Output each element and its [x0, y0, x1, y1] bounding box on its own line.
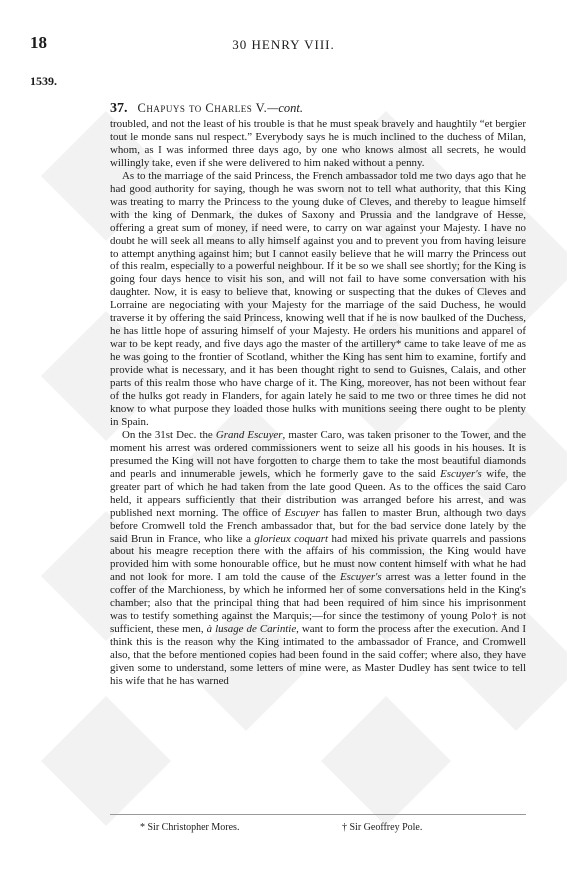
footnote: * Sir Christopher Mores.	[140, 822, 240, 833]
page-number: 18	[30, 33, 47, 52]
paragraph: On the 31st Dec. the Grand Escuyer, master Caro, was taken prisoner to the Tower, and the moment his arrest was ordered commissioners went to seize all his goods in his houses. It is presumed the King will not have forgotten to charge them to take the most beautiful diamonds and pearls and innumerable jewels, which he formerly gave to the said Escuyer's wife, the greater part of which he had taken from the late good Queen. As to the offices the said Caro held, it appears sufficiently that their distribution was arranged before his arrest, and was published next morning. The office of Escuyer has fallen to master Brun, although two days before Cromwell told the French ambassador that, but for the bad service done lately by the said Brun in France, who like a glorieux coquart had mixed his private quarrels and passions about his meagre reception there with the affairs of his commission, the King would have provided him with some honourable office, but he must now content himself with what he had and not look for more. I am told the cause of the Escuyer's arrest was a letter found in the coffer of the Marchioness, by which he informed her of some conversations held in the King's chamber; also that the principal thing that had been required of him since his imprisonment was to testify something against the Marquis;—for since the testimony of young Polo† is not sufficient, these men, à lusage de Carintie, want to form the process after the execution. And I think this is the reason why the King intimated to the ambassador of France, and Cromwell also, that the before mentioned copies had been found in the said coffer; where also, they have given some to understand, some letters of mine were, as Master Dudley has sent twice to tell his wife that he has warned	[110, 428, 526, 687]
watermark-diamond	[41, 696, 171, 826]
paragraph: As to the marriage of the said Princess, the French ambassador told me two days ago that he had good authority for saying, though he was sworn not to tell what authority, that this King was treating to marry the Princess to the young duke of Cleves, and thereby to league himself with the king of Denmark, the dukes of Saxony and Prussia and the landgrave of Hesse, offering a great sum of money, if need were, to carry on war against your Majesty. I have no doubt he will seek all means to ally himself against you and to prevent you from having leisure to attempt anything against him; but I cannot easily believe that he will marry the Princess out of this realm, especially to a powerful neighbour. If it be so we shall see shortly; for the King is going four days hence to visit his son, and will not fail to have some conversation with his daughter. Now, it is easy to believe that, knowing or suspecting that the dukes of Cleves and Lorraine are negociating with your Majesty for the marriage of the said Duchess, he would traverse it by offering the said Princess, knowing well that if he is now baulked of the Duchess, he has little hope of assuring himself of your Majesty. He orders his munitions and apparel of war to be kept ready, and five days ago the master of the artillery* came to take leave of me as he was going to the frontier of Scotland, whither the King has sent him to examine, fortify and provide what is necessary, and it has been thought right to send to Guisnes, Calais, and other parts of this realm those who have charge of it. The King, moreover, has not been without fear of the hulks got ready in Flanders, for again lately he said to me two or three times he did not know to what purpose they loaded those hulks with munitions seeing there ought to be plenty in Spain.	[110, 169, 526, 428]
running-title: 30 HENRY VIII.	[232, 37, 335, 52]
footnote-rule	[110, 814, 526, 815]
paragraph: troubled, and not the least of his trouble is that he must speak bravely and haughtily “et bergier tout le monde sans nul respect.” Everybody says he is much inclined to the duchess of Milan, whom, as I was informed three days ago, by one who knows almost all secrets, he would willingly take, even if she were delivered to him naked without a penny.	[110, 118, 526, 169]
entry-continued: —cont.	[267, 101, 303, 115]
margin-year: 1539.	[30, 74, 57, 88]
entry-heading	[110, 101, 303, 117]
entry-title: Chapuys to Charles V.	[137, 101, 268, 115]
watermark-diamond	[321, 696, 451, 826]
entry-number: 37.	[110, 101, 128, 116]
footnote: † Sir Geoffrey Pole.	[342, 822, 423, 833]
body-text	[110, 118, 526, 688]
